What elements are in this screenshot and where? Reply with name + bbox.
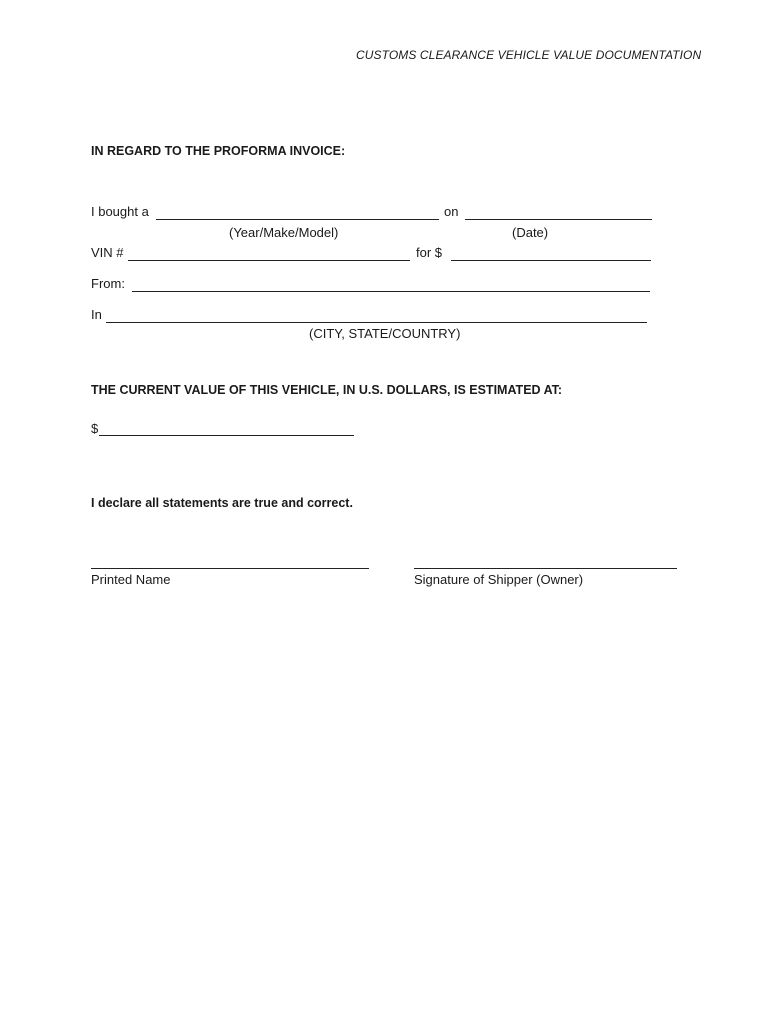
- from-field[interactable]: [132, 291, 650, 292]
- vin-label: VIN #: [91, 245, 124, 260]
- on-label: on: [444, 204, 459, 219]
- printed-name-field[interactable]: [91, 568, 369, 569]
- invoice-heading: IN REGARD TO THE PROFORMA INVOICE:: [91, 144, 346, 158]
- from-label: From:: [91, 276, 125, 291]
- in-label: In: [91, 307, 102, 322]
- dollar-sign-label: $: [91, 421, 99, 436]
- date-field[interactable]: [465, 219, 652, 220]
- year-make-model-field[interactable]: [156, 219, 439, 220]
- printed-name-label: Printed Name: [91, 572, 171, 587]
- document-title: CUSTOMS CLEARANCE VEHICLE VALUE DOCUMENTATION: [356, 48, 702, 62]
- signature-field[interactable]: [414, 568, 677, 569]
- city-state-country-caption: (CITY, STATE/COUNTRY): [309, 326, 461, 341]
- price-field[interactable]: [451, 260, 651, 261]
- bought-label: I bought a: [91, 204, 149, 219]
- declaration-text: I declare all statements are true and correct.: [91, 496, 353, 510]
- estimated-value-field[interactable]: [99, 435, 354, 436]
- date-caption: (Date): [512, 225, 549, 240]
- location-field[interactable]: [106, 322, 647, 323]
- vin-field[interactable]: [128, 260, 410, 261]
- year-make-model-caption: (Year/Make/Model): [229, 225, 339, 240]
- for-price-label: for $: [416, 245, 443, 260]
- signature-label: Signature of Shipper (Owner): [414, 572, 584, 587]
- value-heading: THE CURRENT VALUE OF THIS VEHICLE, IN U.S. DOLLARS, IS ESTIMATED AT:: [91, 383, 563, 397]
